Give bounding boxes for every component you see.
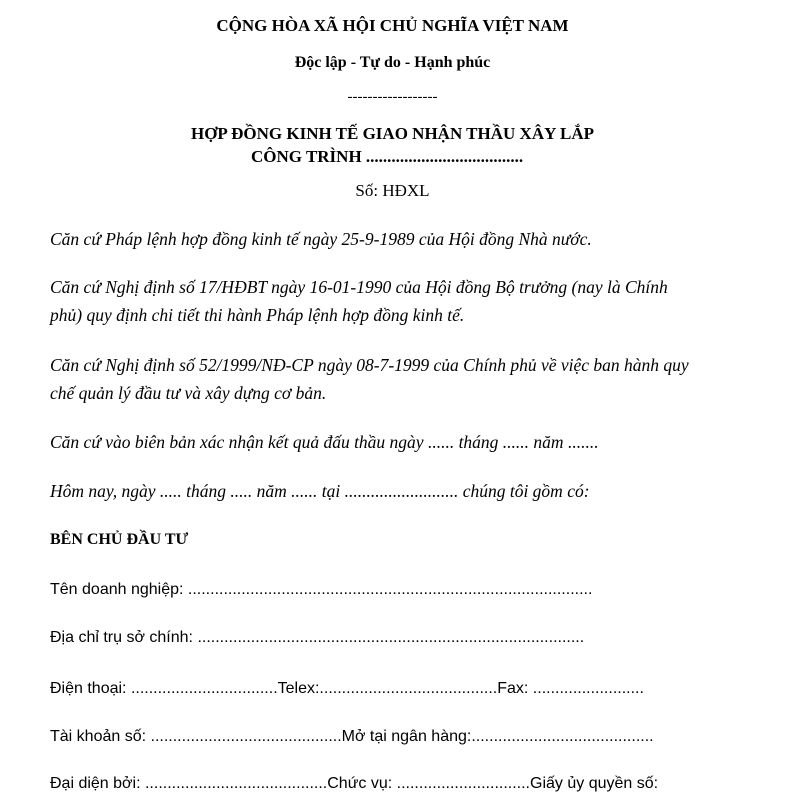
preamble-line-6: Căn cứ vào biên bản xác nhận kết quả đấu thầu ngày ...... tháng ...... năm ....... xyxy=(50,432,599,452)
preamble-line-1: Căn cứ Pháp lệnh hợp đồng kinh tế ngày 25-9-1989 của Hội đồng Nhà nước. xyxy=(50,229,592,249)
header-separator: ------------------ xyxy=(347,89,438,105)
preamble-line-2: Căn cứ Nghị định số 17/HĐBT ngày 16-01-1990 của Hội đồng Bộ trưởng (nay là Chính xyxy=(50,277,668,297)
contract-number: Số: HĐXL xyxy=(355,181,430,200)
preamble-line-7: Hôm nay, ngày ..... tháng ..... năm ...... tại .......................... chúng tôi gồm có: xyxy=(50,481,590,501)
preamble-line-3: phủ) quy định chi tiết thi hành Pháp lệnh hợp đồng kinh tế. xyxy=(50,305,465,325)
field-phone-telex-fax: Điện thoại: .................................Telex:........................................Fax: ......................... xyxy=(50,680,644,697)
field-representative: Đại diện bởi: .........................................Chức vụ: ..............................Giấy ủy quyền số: xyxy=(50,775,659,792)
field-account-bank: Tài khoản số: ...........................................Mở tại ngân hàng:......................................... xyxy=(50,728,654,745)
contract-title-line2: CÔNG TRÌNH ..................................... xyxy=(251,147,524,166)
preamble-line-4: Căn cứ Nghị định số 52/1999/NĐ-CP ngày 08-7-1999 của Chính phủ về việc ban hành quy xyxy=(50,355,689,375)
field-head-office: Địa chỉ trụ sở chính: ....................................................................................... xyxy=(50,629,585,646)
field-company-name: Tên doanh nghiệp: ........................................................................................... xyxy=(50,581,593,598)
preamble-line-5: chế quản lý đầu tư và xây dựng cơ bản. xyxy=(50,383,327,403)
contract-title-line1: HỢP ĐỒNG KINH TẾ GIAO NHẬN THẦU XÂY LẮP xyxy=(190,124,594,143)
national-title: CỘNG HÒA XÃ HỘI CHỦ NGHĨA VIỆT NAM xyxy=(216,16,569,35)
motto: Độc lập - Tự do - Hạnh phúc xyxy=(294,54,491,71)
party-heading: BÊN CHỦ ĐẦU TƯ xyxy=(50,531,189,548)
